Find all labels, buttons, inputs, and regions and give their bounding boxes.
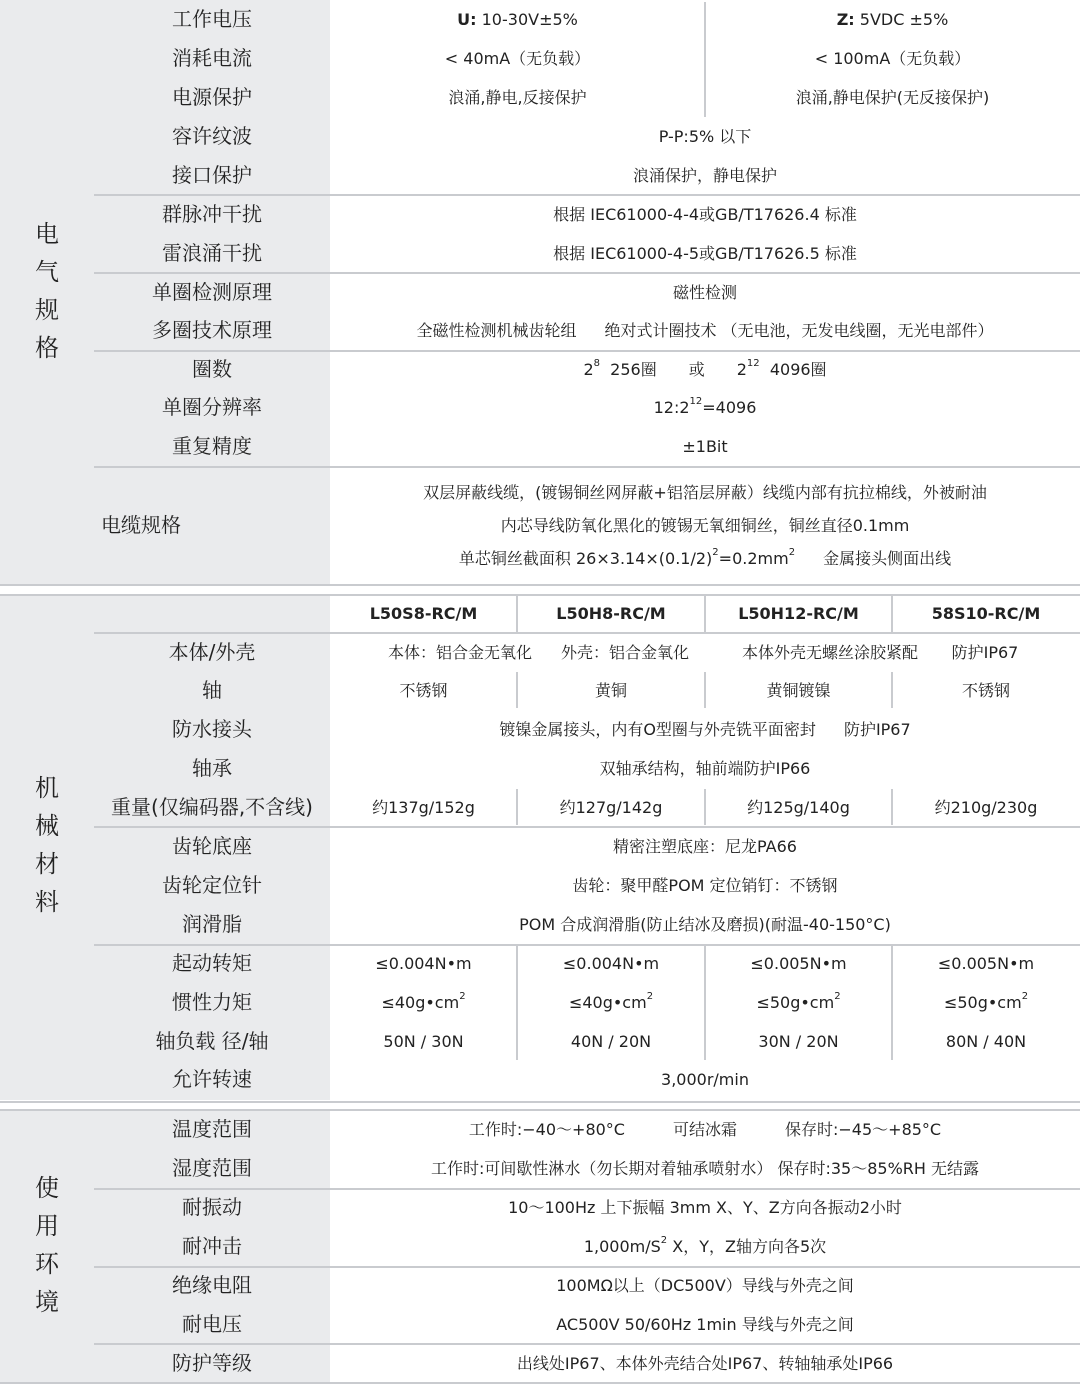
spec-row-grease	[0, 905, 1080, 944]
inertia-v3-text: ≤50g•cm	[756, 993, 835, 1012]
row-label: 齿轮定位针	[162, 873, 262, 897]
body-v2: 外壳：铝合金氧化	[560, 643, 689, 662]
body-v1: 本体：铝合金无氧化	[387, 643, 532, 662]
temp-frost: 可结冰霜	[672, 1120, 737, 1139]
cable-line-3	[330, 542, 1080, 575]
spec-row-gear-pin	[0, 866, 1080, 905]
torque-v1: ≤0.004N•m	[375, 954, 472, 973]
torque-v4: ≤0.005N•m	[937, 954, 1035, 973]
row-label: 容许纹波	[172, 124, 252, 148]
spec-row-temperature	[0, 1110, 1080, 1149]
power-protection-u: 浪涌,静电,反接保护	[448, 88, 587, 107]
resolution-value	[330, 388, 1080, 427]
spec-row-shaft	[0, 671, 1080, 710]
resolution-exp: 12	[689, 396, 703, 407]
row-label: 重量(仅编码器,不含线)	[111, 795, 313, 819]
spec-row-insulation	[0, 1266, 1080, 1305]
body-v4: 防护IP67	[951, 643, 1019, 662]
column-divider	[891, 946, 893, 1060]
row-label: 电源保护	[172, 85, 252, 109]
row-label: 耐振动	[182, 1195, 242, 1219]
spec-row-power-protection	[0, 78, 1080, 117]
row-label: 单圈检测原理	[152, 280, 272, 304]
row-label: 耐冲击	[182, 1234, 242, 1258]
load-v2: 40N / 20N	[570, 1032, 652, 1051]
turns-base2: 2	[736, 360, 747, 379]
row-label: 轴负载 径/轴	[155, 1029, 269, 1053]
row-label: 起动转矩	[172, 951, 252, 975]
column-divider	[891, 596, 893, 632]
temp-work: 工作时:−40～+80°C	[468, 1120, 625, 1139]
spec-row-humidity	[0, 1149, 1080, 1188]
protection-value: 出线处IP67、本体外壳结合处IP67、转轴轴承处IP66	[516, 1354, 894, 1373]
model-header-row	[0, 594, 1080, 633]
turns-value	[330, 350, 1080, 389]
humidity-value: 工作时:可间歇性淋水（勿长期对着轴承喷射水） 保存时:35～85%RH 无结露	[430, 1159, 980, 1178]
single-turn-value: 磁性检测	[672, 283, 737, 302]
model-header-4: 58S10-RC/M	[931, 604, 1041, 623]
multi-turn-b: 绝对式计圈技术 （无电池，无发电线圈，无光电部件）	[604, 321, 994, 340]
model-header-3: L50H12-RC/M	[738, 604, 859, 623]
inertia-v1-text: ≤40g•cm	[381, 993, 460, 1012]
electrical-section	[0, 0, 1080, 584]
waterproof-b: 防护IP67	[843, 720, 911, 739]
column-divider	[891, 789, 893, 825]
spec-row-ripple	[0, 117, 1080, 156]
shaft-v4: 不锈钢	[961, 681, 1010, 700]
spec-row-protection	[0, 1344, 1080, 1383]
row-label: 润滑脂	[182, 912, 242, 936]
resolution-post: =4096	[702, 398, 757, 417]
multi-turn-value	[330, 311, 1080, 350]
spec-row-withstand	[0, 1305, 1080, 1344]
spec-row-torque	[0, 944, 1080, 983]
power-protection-z: 浪涌,静电保护(无反接保护)	[795, 88, 990, 107]
spec-row-surge	[0, 234, 1080, 273]
column-divider	[891, 672, 893, 708]
inertia-exp: 2	[646, 991, 654, 1002]
row-label: 多圈技术原理	[152, 318, 272, 342]
column-divider	[516, 596, 518, 632]
gear-pin-value: 齿轮：聚甲醛POM 定位销钉：不锈钢	[572, 876, 838, 895]
withstand-value: AC500V 50/60Hz 1min 导线与外壳之间	[556, 1315, 854, 1334]
environment-section	[0, 1109, 1080, 1384]
column-divider	[704, 789, 706, 825]
row-label: 防护等级	[172, 1351, 252, 1375]
load-v1: 50N / 30N	[383, 1032, 464, 1051]
spec-row-interface-protection	[0, 156, 1080, 195]
load-v3: 30N / 20N	[758, 1032, 839, 1051]
row-label: 圈数	[192, 357, 232, 381]
load-v4: 80N / 40N	[945, 1032, 1027, 1051]
spec-row-repeatability	[0, 427, 1080, 466]
spec-row-gear-base	[0, 827, 1080, 866]
surge-value: 根据 IEC61000-4-5或GB/T17626.5 标准	[553, 244, 857, 263]
column-divider	[516, 672, 518, 708]
row-label: 温度范围	[172, 1117, 252, 1141]
model-header-2: L50H8-RC/M	[556, 604, 666, 623]
spec-row-multi-turn	[0, 311, 1080, 350]
spec-row-inertia	[0, 983, 1080, 1022]
voltage-z	[705, 0, 1080, 39]
torque-v3: ≤0.005N•m	[750, 954, 847, 973]
row-label: 轴承	[192, 756, 232, 780]
spec-row-load	[0, 1022, 1080, 1061]
repeatability-value: ±1Bit	[682, 437, 728, 456]
spec-row-turns	[0, 350, 1080, 389]
current-u: < 40mA（无负载）	[444, 49, 591, 68]
spec-row-cable	[0, 468, 1080, 582]
inertia-exp: 2	[834, 991, 841, 1002]
row-label: 轴	[202, 678, 222, 702]
inertia-v4	[892, 983, 1080, 1022]
spec-row-waterproof	[0, 710, 1080, 749]
row-label: 齿轮底座	[172, 834, 252, 858]
interface-protection-value: 浪涌保护，静电保护	[632, 166, 777, 185]
turns-or: 或	[688, 360, 705, 379]
row-label: 耐电压	[182, 1312, 242, 1336]
row-label: 重复精度	[172, 434, 252, 458]
turns-base1: 2	[583, 360, 594, 379]
weight-v1: 约137g/152g	[372, 798, 475, 817]
cable-line-3-post: 金属接头侧面出线	[823, 549, 952, 568]
spec-row-resolution	[0, 388, 1080, 427]
model-header-1: L50S8-RC/M	[369, 604, 478, 623]
column-divider	[704, 672, 706, 708]
row-label: 单圈分辨率	[162, 395, 262, 419]
environment-category-text: 使用环境	[35, 1174, 59, 1316]
waterproof-value	[330, 710, 1080, 749]
cable-line-3-pre: 单芯铜丝截面积 26×3.14×(0.1/2)	[458, 549, 713, 568]
voltage-u	[330, 0, 705, 39]
insulation-value: 100MΩ以上（DC500V）导线与外壳之间	[556, 1276, 854, 1295]
resolution-pre: 12:2	[653, 398, 690, 417]
turns-text1: 256圈	[610, 360, 657, 379]
cable-exp-2: 2	[788, 547, 796, 558]
temp-storage: 保存时:−45～+85°C	[785, 1120, 942, 1139]
spec-row-voltage	[0, 0, 1080, 39]
shaft-v1: 不锈钢	[399, 681, 448, 700]
column-divider	[704, 2, 706, 117]
torque-v2: ≤0.004N•m	[562, 954, 660, 973]
spec-row-vibration	[0, 1188, 1080, 1227]
spec-row-burst	[0, 195, 1080, 234]
spec-row-weight	[0, 788, 1080, 827]
electrical-category-text: 电气规格	[35, 220, 59, 362]
row-label: 消耗电流	[172, 46, 252, 70]
inertia-exp: 2	[1021, 991, 1029, 1002]
cable-line-1: 双层屏蔽线缆，(镀锡铜丝网屏蔽+铝箔层屏蔽）线缆内部有抗拉棉线，外被耐油	[423, 483, 987, 502]
row-label: 防水接头	[172, 717, 252, 741]
spec-row-current	[0, 39, 1080, 78]
shock-post: X，Y，Z轴方向各5次	[667, 1237, 827, 1256]
mechanical-section	[0, 594, 1080, 1100]
shaft-v2: 黄铜	[594, 681, 627, 700]
weight-v4: 约210g/230g	[934, 798, 1038, 817]
column-divider	[516, 946, 518, 1060]
column-divider	[704, 596, 706, 632]
shock-value	[330, 1227, 1080, 1266]
row-label: 本体/外壳	[168, 640, 256, 664]
vibration-value: 10～100Hz 上下振幅 3mm X、Y、Z方向各振动2小时	[508, 1198, 902, 1217]
column-divider	[516, 789, 518, 825]
cable-line-2: 内芯导线防氧化黑化的镀锡无氧细铜丝，铜丝直径0.1mm	[500, 516, 910, 535]
turns-exp2: 12	[746, 358, 760, 369]
ripple-value: P-P:5% 以下	[658, 127, 752, 146]
row-label: 接口保护	[172, 163, 252, 187]
weight-v3: 约125g/140g	[747, 798, 850, 817]
grease-value: POM 合成润滑脂(防止结冰及磨损)(耐温-40-150°C)	[519, 915, 891, 934]
inertia-v2-text: ≤40g•cm	[568, 993, 647, 1012]
cable-line-3-mid: =0.2mm	[718, 549, 789, 568]
temperature-value	[330, 1110, 1080, 1149]
bearing-value: 双轴承结构，轴前端防护IP66	[599, 759, 811, 778]
z-prefix: Z:	[836, 10, 855, 29]
shock-pre: 1,000m/S	[583, 1237, 661, 1256]
inertia-v3	[705, 983, 892, 1022]
cable-label: 电缆规格	[101, 513, 181, 537]
row-label: 雷浪涌干扰	[162, 241, 262, 265]
inertia-v1	[330, 983, 517, 1022]
inertia-exp: 2	[459, 991, 466, 1002]
inertia-v2	[517, 983, 705, 1022]
inertia-v4-text: ≤50g•cm	[943, 993, 1022, 1012]
u-prefix: U:	[457, 10, 477, 29]
cable-exp-1: 2	[712, 547, 719, 558]
speed-value: 3,000r/min	[661, 1070, 749, 1089]
turns-exp1: 8	[593, 358, 600, 369]
row-label: 群脉冲干扰	[162, 202, 262, 226]
section-separator	[0, 1101, 1080, 1103]
spec-row-body	[0, 633, 1080, 672]
column-divider	[704, 946, 706, 1060]
waterproof-a: 镀镍金属接头，内有O型圈与外壳铣平面密封	[499, 720, 816, 739]
spec-row-speed	[0, 1060, 1080, 1099]
spec-row-shock	[0, 1227, 1080, 1266]
shaft-v3: 黄铜镀镍	[766, 681, 831, 700]
spec-row-single-turn	[0, 273, 1080, 312]
spec-row-bearing	[0, 749, 1080, 788]
multi-turn-a: 全磁性检测机械齿轮组	[416, 321, 577, 340]
z-value: 5VDC ±5%	[859, 10, 949, 29]
row-label: 惯性力矩	[172, 990, 252, 1014]
burst-value: 根据 IEC61000-4-4或GB/T17626.4 标准	[553, 205, 857, 224]
mechanical-category-text: 机械材料	[35, 774, 59, 916]
weight-v2: 约127g/142g	[559, 798, 663, 817]
gear-base-value: 精密注塑底座：尼龙PA66	[613, 837, 797, 856]
body-v3: 本体外壳无螺丝涂胶紧配	[741, 643, 918, 662]
row-label: 允许转速	[172, 1067, 252, 1091]
current-z: < 100mA（无负载）	[814, 49, 971, 68]
section-separator	[0, 584, 1080, 586]
row-label: 湿度范围	[172, 1156, 252, 1180]
row-label: 工作电压	[172, 7, 252, 31]
row-label: 绝缘电阻	[172, 1273, 252, 1297]
u-value: 10-30V±5%	[481, 10, 578, 29]
shock-exp: 2	[660, 1235, 668, 1246]
turns-text2: 4096圈	[769, 360, 827, 379]
